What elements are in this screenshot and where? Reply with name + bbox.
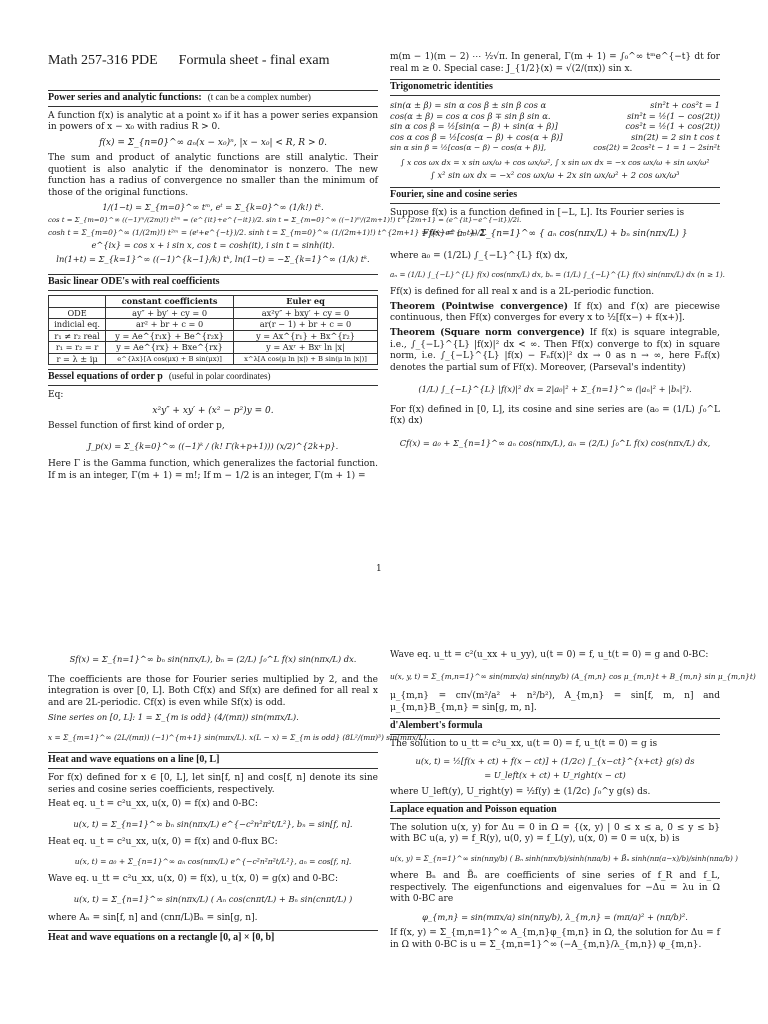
paragraph: Bessel function of first kind of order p, [48, 421, 225, 432]
table-cell: ax²y″ + bxy′ + cy = 0 [234, 307, 378, 319]
heading-note: (t can be a complex number) [207, 91, 311, 102]
trig-row [390, 100, 720, 111]
section-heading-bessel [48, 369, 378, 386]
trig-left: sin(α ± β) = sin α cos β ± sin β cos α [390, 99, 547, 110]
equation: u(x, t) = Σ_{n=1}^∞ sin(nπx/L) ( Aₙ cos(cnπt/L) + Bₙ sin(cnπt/L) ) [73, 893, 353, 904]
paragraph: where a₀ = (1/2L) ∫_{−L}^{L} f(x) dx, [390, 250, 568, 261]
paragraph: Wave eq. u_tt = c²u_xx, u(x, 0) = f(x), u_t(x, 0) = g(x) and 0-BC: [48, 874, 338, 885]
trig-right: cos(2t) = 2cos²t − 1 = 1 − 2sin²t [593, 142, 720, 152]
section-heading-dalembert [390, 718, 720, 735]
table-header-cell: constant coefficients [106, 296, 234, 308]
trig-right: sin²t + cos²t = 1 [650, 99, 720, 110]
equation: aₙ = (1/L) ∫_{−L}^{L} f(x) cos(nπx/L) dx, bₙ = (1/L) ∫_{−L}^{L} f(x) sin(nπx/L) dx (n ≥ 1). [390, 270, 725, 280]
paragraph: The solution u(x, y) for Δu = 0 in Ω = {(x, y) | 0 ≤ x ≤ a, 0 ≤ y ≤ b} with BC u(a, y) = f_R(y), u(0, y) = f_L(y), u(x, 0) = 0 = u(x, b) is [390, 822, 720, 845]
paragraph: Here Γ is the Gamma function, which generalizes the factorial function. If m is an integer, Γ(m + 1) = m!; If m − 1/2 is an integer, Γ(m + 1) = [48, 459, 378, 481]
table-cell: ar² + br + c = 0 [106, 319, 234, 331]
paragraph [390, 328, 720, 374]
table-header-row [49, 296, 378, 308]
heading-text: Trigonometric identities [390, 81, 493, 93]
left-column-bottom [48, 650, 429, 950]
theorem-label: Theorem (Pointwise convergence) [390, 301, 568, 312]
table-cell: ar(r − 1) + br + c = 0 [234, 319, 378, 331]
equation: Ff(x) = a₀ + Σ_{n=1}^∞ { aₙ cos(nπx/L) + bₙ sin(nπx/L) } [422, 229, 688, 240]
right-column-bottom [390, 650, 756, 954]
equation: cos t = Σ_{m=0}^∞ ((−1)ᵐ/(2m)!) t²ᵐ = (e^{it}+e^{−it})/2. sin t = Σ_{m=0}^∞ ((−1)ᵐ/(2m+1)!) t^{2m+1} = (e^{it}−e^{−it})/2i. [48, 215, 522, 224]
table-cell: ay″ + by′ + cy = 0 [106, 307, 234, 319]
equation: Sine series on [0, L]: 1 = Σ_{m is odd} (4/(mπ)) sin(mπx/L). [48, 712, 299, 723]
trig-left: cos(α ± β) = cos α cos β ∓ sin β sin α. [390, 110, 551, 121]
section-heading-fourier [390, 187, 720, 204]
trig-row [390, 143, 720, 153]
equation: u(x, y, t) = Σ_{m,n=1}^∞ sin(mπx/a) sin(nπy/b) (A_{m,n} cos μ_{m,n}t + B_{m,n} sin μ_{m,n}t) [390, 671, 756, 681]
paragraph: Heat eq. u_t = c²u_xx, u(x, 0) = f(x) and 0-BC: [48, 799, 258, 810]
equation: f(x) = Σ_{n=0}^∞ aₙ(x − x₀)ⁿ, |x − x₀| < R, R > 0. [99, 137, 327, 148]
section-heading-power-series [48, 90, 378, 107]
table-cell: y = Ax^{r₁} + Bx^{r₂} [234, 330, 378, 342]
trig-right: sin²t = ½(1 − cos(2t)) [626, 110, 720, 121]
heading-text: Heat and wave equations on a line [0, L] [48, 754, 220, 766]
table-cell: y = Ae^{rx} + Bxe^{rx} [106, 342, 234, 354]
equation: cosh t = Σ_{m=0}^∞ (1/(2m)!) t²ᵐ = (eᵗ+e^{−t})/2. sinh t = Σ_{m=0}^∞ (1/(2m+1)!) t^{2m+1} = (eᵗ−e^{−t})/2. [48, 227, 487, 237]
heading-text: Basic linear ODE's with real coefficients [48, 276, 220, 288]
paragraph: where Aₙ = sin[f, n] and (cnπ/L)Bₙ = sin[g, n]. [48, 912, 258, 923]
section-heading-heat-wave [48, 752, 378, 769]
table-cell: y = Axʳ + Bxʳ ln |x| [234, 342, 378, 354]
table-header-cell: Euler eq [234, 296, 378, 308]
equation: ln(1+t) = Σ_{k=1}^∞ ((−1)^{k−1}/k) tᵏ, ln(1−t) = −Σ_{k=1}^∞ (1/k) tᵏ. [56, 253, 370, 264]
paragraph: Eq: [48, 390, 64, 401]
equation: = U_left(x + ct) + U_right(x − ct) [484, 769, 626, 780]
paragraph: The solution to u_tt = c²u_xx, u(t = 0) = f, u_t(t = 0) = g is [390, 738, 658, 749]
equation: ∫ x² sin ωx dx = −x² cos ωx/ω + 2x sin ωx/ω² + 2 cos ωx/ω³ [430, 170, 680, 181]
equation: u(x, y) = Σ_{n=1}^∞ sin(nπy/b) ( Bₙ sinh(nπx/b)/sinh(nπa/b) + B̃ₙ sinh(nπ(a−x)/b)/sinh(nπa/b) ) [390, 853, 738, 863]
paragraph: If f(x, y) = Σ_{m,n=1}^∞ A_{m,n}φ_{m,n} in Ω, the solution for Δu = f in Ω with 0-BC is u = Σ_{m,n=1}^∞ (−A_{m,n}/λ_{m,n}) φ_{m,n}. [390, 928, 720, 950]
table-cell: indicial eq. [49, 319, 106, 331]
trig-row [390, 132, 720, 143]
heading-text: Heat and wave equations on a rectangle [0, a] × [0, b] [48, 932, 275, 944]
paragraph: μ_{m,n} = cπ√(m²/a² + n²/b²), A_{m,n} = sin[f, m, n] and μ_{m,n}B_{m,n} = sin[g, m, n]. [390, 690, 720, 713]
table-cell: e^{λx}[A cos(μx) + B sin(μx)] [106, 353, 234, 365]
equation: Sf(x) = Σ_{n=1}^∞ bₙ sin(nπx/L), bₙ = (2/L) ∫₀^L f(x) sin(nπx/L) dx. [69, 654, 357, 664]
trig-left: sin α cos β = ½[sin(α − β) + sin(α + β)] [390, 121, 558, 132]
equation: u(x, t) = a₀ + Σ_{n=1}^∞ aₙ cos(nπx/L) e^{−c²n²π²t/L²}, aₙ = cos[f, n]. [74, 856, 352, 866]
heading-text: Fourier, sine and cosine series [390, 188, 518, 200]
section-heading-cut [48, 930, 378, 946]
paragraph: Suppose f(x) is a function defined in [−L, L]. Its Fourier series is [390, 207, 685, 218]
heading-note: (useful in polar coordinates) [168, 371, 271, 382]
table-cell: x^λ[A cos(μ ln |x|) + B sin(μ ln |x|)] [234, 353, 378, 365]
table-row [49, 330, 378, 342]
ode-table [48, 295, 378, 365]
paragraph: m(m − 1)(m − 2) ⋯ ½√π. In general, Γ(m + 1) = ∫₀^∞ tᵐe^{−t} dt for real m ≥ 0. Special case: J_{1/2}(x) = √(2/(πx)) sin x. [390, 52, 720, 74]
heading-text: d'Alembert's formula [390, 720, 483, 732]
sheet-title: Formula sheet - final exam [178, 53, 330, 68]
theorem-text: If f(x) is square integrable, i.e., ∫_{−L}^{L} |f(x)|² dx < ∞. Then Ff(x) converge to f(x) in square norm, i.e. ∫_{−L}^{L} |f(x) − Fₙf(x)|² dx → 0 as n → ∞, here Fₙf(x) denotes the partial sum of Ff(x). Moreover, (Parseval's indentity) [390, 327, 720, 373]
heading-text: Bessel equations of order p [48, 371, 163, 383]
paragraph: where Bₙ and B̃ₙ are coefficients of sine series of f_R and f_L, respectively. The eigenfunctions and eigenvalues for −Δu = λu in Ω with 0-BC are [390, 871, 720, 905]
equation: Cf(x) = a₀ + Σ_{n=1}^∞ aₙ cos(nπx/L), aₙ = (2/L) ∫₀^L f(x) cos(nπx/L) dx, [399, 437, 711, 448]
equation: x = Σ_{m=1}^∞ (2L/(mπ)) (−1)^{m+1} sin(mπx/L). x(L − x) = Σ_{m is odd} (8L²/(mπ)³) sin(mπx/L). [48, 732, 429, 742]
equation: ∫ x cos ωx dx = x sin ωx/ω + cos ωx/ω², ∫ x sin ωx dx = −x cos ωx/ω + sin ωx/ω² [400, 157, 710, 167]
theorem-text: If f(x) and f′(x) are piecewise continuous, then Ff(x) converges for every x to ½[f(x−) + f(x+)]. [390, 301, 720, 324]
equation: J_p(x) = Σ_{k=0}^∞ ((−1)ᵏ / (k! Γ(k+p+1))) (x/2)^{2k+p}. [87, 440, 339, 451]
equation: (1/L) ∫_{−L}^{L} |f(x)|² dx = 2|a₀|² + Σ_{n=1}^∞ (|aₙ|² + |bₙ|²). [418, 384, 692, 395]
table-row [49, 342, 378, 354]
table-row [49, 353, 378, 365]
right-column-top [390, 52, 725, 458]
paragraph: A function f(x) is analytic at a point x₀ if it has a power series expansion in powers of x − x₀ with radius R > 0. [48, 110, 378, 133]
heading-text: Power series and analytic functions: [48, 91, 202, 103]
section-heading-ode [48, 274, 378, 291]
page-title [48, 52, 378, 70]
trig-right: cos²t = ½(1 + cos(2t)) [625, 121, 720, 132]
heading-text: Laplace equation and Poisson equation [390, 804, 557, 816]
equation: x²y″ + xy′ + (x² − p²)y = 0. [152, 405, 274, 416]
table-cell: r₁ = r₂ = r [49, 342, 106, 354]
table-row [49, 307, 378, 319]
equation: u(x, t) = ½[f(x + ct) + f(x − ct)] + (1/2c) ∫_{x−ct}^{x+ct} g(s) ds [415, 756, 695, 767]
paragraph: The sum and product of analytic functions are still analytic. Their quotient is also analytic if the denominator is nonzero. The new function has a radius of convergence no smaller than the minimum of those of the original functions. [48, 153, 378, 198]
equation: 1/(1−t) = Σ_{m=0}^∞ tᵐ, eᵗ = Σ_{k=0}^∞ (1/k!) tᵏ. [102, 202, 324, 213]
page-number: 1 [376, 564, 382, 574]
table-row [49, 319, 378, 331]
section-heading-trig [390, 79, 720, 96]
paragraph: The coefficients are those for Fourier series multiplied by 2, and the integration is over [0, L]. Both Cf(x) and Sf(x) are defined for all real x and are 2L-periodic. Cf(x) is even while Sf(x) is odd. [48, 674, 378, 708]
course-title: Math 257-316 PDE [48, 53, 158, 68]
trig-row [390, 111, 720, 122]
paragraph: For f(x) defined in [0, L], its cosine and sine series are (a₀ = (1/L) ∫₀^L f(x) dx) [390, 404, 720, 427]
paragraph [390, 302, 720, 325]
equation: e^{ix} = cos x + i sin x, cos t = cosh(it), i sin t = sinh(it). [91, 240, 335, 251]
paragraph: Wave eq. u_tt = c²(u_xx + u_yy), u(t = 0) = f, u_t(t = 0) = g and 0-BC: [390, 650, 709, 660]
table-cell: ODE [49, 307, 106, 319]
table-header-cell [49, 296, 106, 308]
paragraph: Heat eq. u_t = c²u_xx, u(x, 0) = f(x) and 0-flux BC: [48, 837, 278, 848]
trig-left: sin α sin β = ½[cos(α − β) − cos(α + β)], [390, 142, 546, 152]
theorem-label: Theorem (Square norm convergence) [390, 327, 585, 338]
paragraph: For f(x) defined for x ∈ [0, L], let sin[f, n] and cos[f, n] denote its sine series and cosine series coefficients, respectively. [48, 773, 378, 795]
trig-right: sin(2t) = 2 sin t cos t [630, 132, 720, 143]
paragraph: where U_left(y), U_right(y) = ½f(y) ± (1/2c) ∫₀^y g(s) ds. [390, 786, 651, 797]
trig-left: cos α cos β = ½[cos(α − β) + cos(α + β)] [390, 132, 563, 143]
trig-row [390, 121, 720, 132]
section-heading-laplace [390, 802, 720, 819]
table-cell: r = λ ± iμ [49, 353, 106, 365]
equation: φ_{m,n} = sin(mπx/a) sin(nπy/b), λ_{m,n} = (mπ/a)² + (nπ/b)². [422, 911, 688, 922]
table-cell: r₁ ≠ r₂ real [49, 330, 106, 342]
table-cell: y = Ae^{r₁x} + Be^{r₂x} [106, 330, 234, 342]
equation: u(x, t) = Σ_{n=1}^∞ bₙ sin(nπx/L) e^{−c²n²π²t/L²}, bₙ = sin[f, n]. [73, 818, 353, 829]
paragraph: Ff(x) is defined for all real x and is a 2L-periodic function. [390, 287, 655, 298]
